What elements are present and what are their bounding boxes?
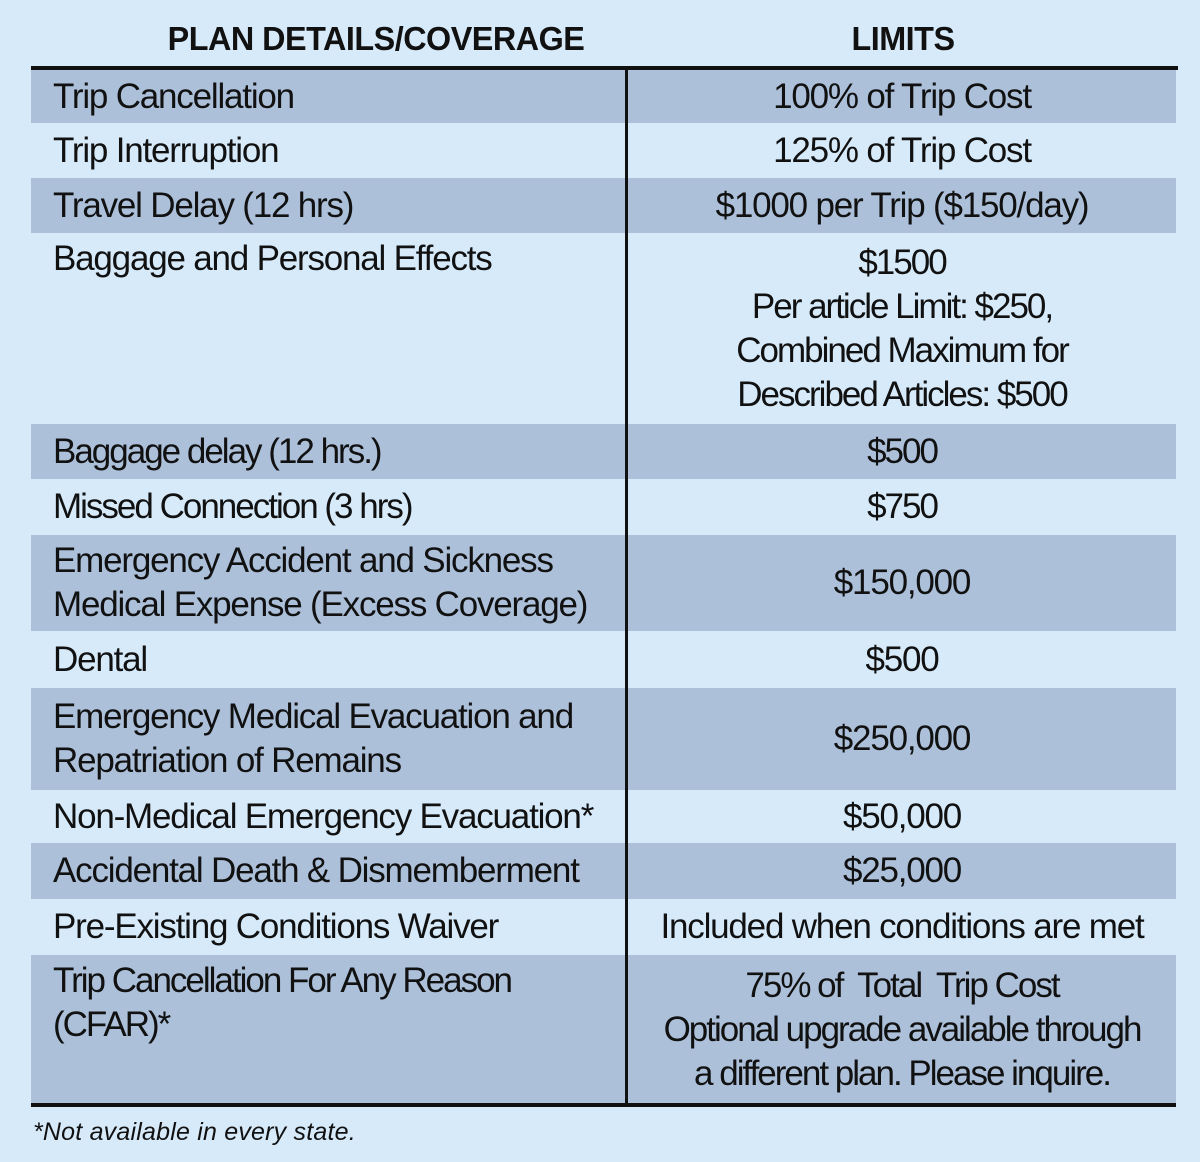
- limit-cell: [628, 479, 1176, 535]
- coverage-text: Dental: [53, 639, 147, 679]
- limit-text: Optional upgrade available through: [663, 1009, 1141, 1049]
- limit-text: a different plan. Please inquire.: [694, 1053, 1110, 1093]
- coverage-cell: [31, 899, 628, 955]
- column-header-coverage: PLAN DETAILS/COVERAGE: [167, 20, 585, 57]
- coverage-cell: [31, 790, 628, 843]
- coverage-text: Trip Cancellation For Any Reason: [53, 961, 512, 1000]
- limit-text: $25,000: [842, 851, 962, 890]
- footnote: *Not available in every state.: [33, 1118, 356, 1146]
- coverage-text: Pre-Existing Conditions Waiver: [53, 907, 499, 946]
- limit-text: Per article Limit: $250,: [751, 286, 1053, 326]
- table-row: [31, 688, 1176, 790]
- coverage-text: Missed Connection (3 hrs): [53, 487, 412, 526]
- limit-text: Described Articles: $500: [737, 374, 1067, 414]
- coverage-cell: [31, 70, 628, 123]
- table-row: [31, 178, 1176, 233]
- limit-text: $500: [867, 431, 937, 471]
- coverage-cell: [31, 424, 628, 479]
- coverage-cell: [31, 479, 628, 535]
- table-row: [31, 631, 1176, 688]
- coverage-cell: [31, 955, 628, 1104]
- limit-text: Combined Maximum for: [736, 330, 1068, 370]
- column-header-limits: LIMITS: [851, 20, 955, 57]
- limit-text: $1500: [858, 242, 946, 282]
- coverage-text: Travel Delay (12 hrs): [53, 185, 354, 225]
- coverage-text: Emergency Accident and Sickness: [53, 541, 553, 580]
- limit-text: 100% of Trip Cost: [773, 76, 1031, 116]
- table-row: [31, 479, 1176, 535]
- limit-text: 75% of Total Trip Cost: [745, 965, 1059, 1005]
- limit-cell: [628, 631, 1176, 688]
- limit-text: Included when conditions are met: [660, 907, 1144, 946]
- limit-text: 125% of Trip Cost: [773, 130, 1031, 170]
- coverage-text: Baggage and Personal Effects: [53, 239, 492, 278]
- limit-cell: [628, 955, 1176, 1104]
- limit-cell: [628, 233, 1176, 424]
- coverage-text: Non-Medical Emergency Evacuation*: [53, 796, 594, 836]
- limit-cell: [628, 70, 1176, 123]
- coverage-text: Accidental Death & Dismemberment: [53, 851, 579, 890]
- coverage-cell: [31, 688, 628, 790]
- table-row: [31, 535, 1176, 631]
- coverage-cell: [31, 535, 628, 631]
- limit-cell: [628, 535, 1176, 631]
- coverage-text: Trip Interruption: [53, 130, 279, 170]
- coverage-text: Emergency Medical Evacuation and: [53, 697, 573, 736]
- table-row: [31, 899, 1176, 955]
- coverage-cell: [31, 178, 628, 233]
- limit-cell: [628, 178, 1176, 233]
- limit-text: $250,000: [833, 719, 971, 758]
- table-row: [31, 233, 1176, 424]
- coverage-cell: [31, 631, 628, 688]
- table-row: [31, 70, 1176, 123]
- table-row: [31, 843, 1176, 899]
- limit-cell: [628, 899, 1176, 955]
- limit-cell: [628, 123, 1176, 178]
- coverage-cell: [31, 233, 628, 424]
- limit-text: $50,000: [842, 796, 962, 836]
- bottom-rule: [31, 1103, 1176, 1107]
- coverage-text: Medical Expense (Excess Coverage): [53, 585, 588, 624]
- coverage-table: [31, 70, 1176, 1104]
- coverage-cell: [31, 843, 628, 899]
- table-row: [31, 424, 1176, 479]
- limit-text: $150,000: [833, 563, 971, 602]
- limit-cell: [628, 790, 1176, 843]
- limit-cell: [628, 688, 1176, 790]
- coverage-text: Trip Cancellation: [53, 76, 294, 116]
- table-row: [31, 123, 1176, 178]
- limit-text: $1000 per Trip ($150/day): [715, 185, 1089, 225]
- limit-text: $500: [865, 639, 939, 679]
- table-row: [31, 790, 1176, 843]
- limit-cell: [628, 424, 1176, 479]
- coverage-text: Baggage delay (12 hrs.): [53, 431, 381, 471]
- coverage-text: Repatriation of Remains: [53, 741, 401, 780]
- coverage-text: (CFAR)*: [53, 1005, 170, 1044]
- limit-cell: [628, 843, 1176, 899]
- coverage-cell: [31, 123, 628, 178]
- limit-text: $750: [867, 487, 937, 526]
- table-row: [31, 955, 1176, 1104]
